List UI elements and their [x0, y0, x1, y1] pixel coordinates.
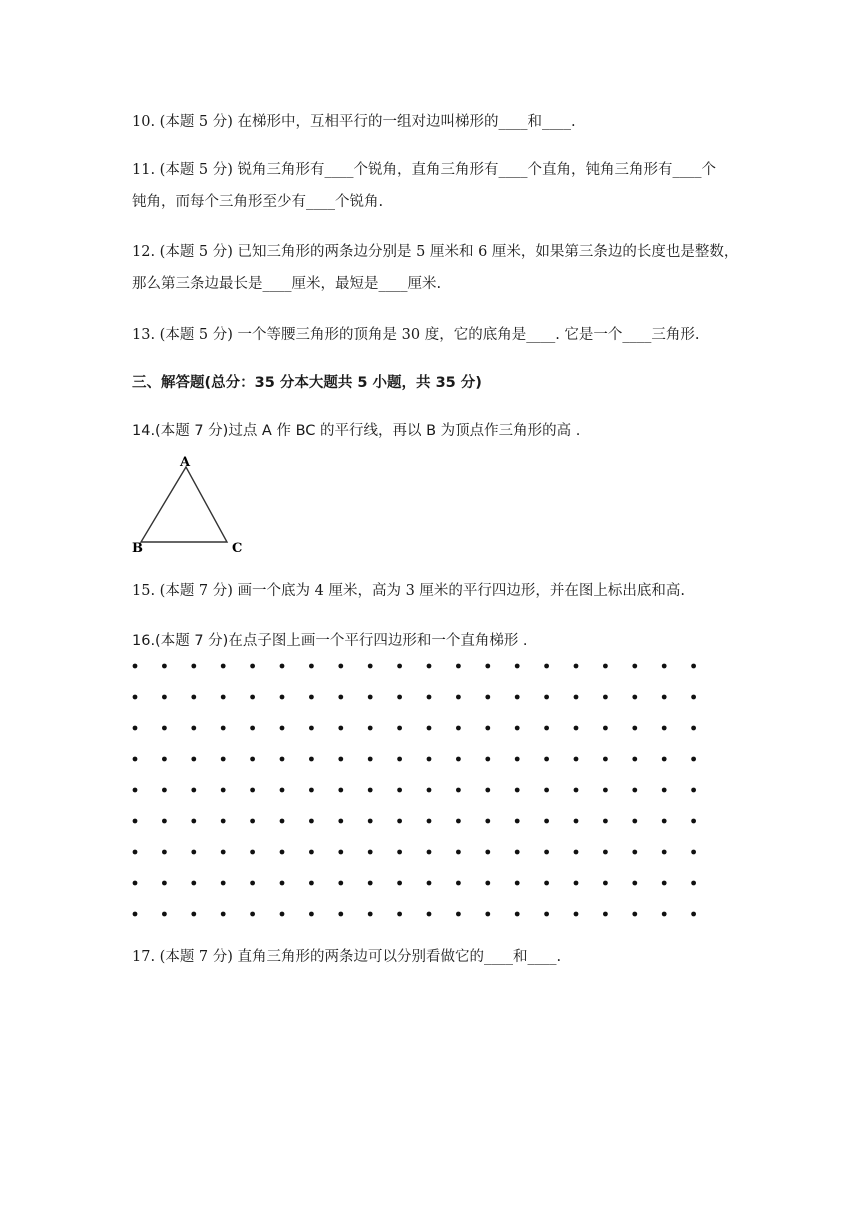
grid-dot	[632, 912, 637, 917]
grid-dot	[368, 664, 373, 669]
grid-dot	[691, 819, 696, 824]
grid-dot	[632, 664, 637, 669]
grid-dot	[280, 788, 285, 793]
grid-dot	[485, 912, 490, 917]
question-11-line-2: 钝角，而每个三角形至少有____个锐角.	[132, 194, 384, 210]
grid-dot	[662, 850, 667, 855]
grid-dot	[338, 757, 343, 762]
grid-dot	[485, 664, 490, 669]
triangle-abc-figure	[126, 450, 256, 560]
grid-dot	[427, 912, 432, 917]
grid-dot	[691, 881, 696, 886]
grid-dot	[456, 850, 461, 855]
grid-dot	[632, 881, 637, 886]
grid-dot	[603, 788, 608, 793]
grid-dot	[544, 726, 549, 731]
grid-dot	[397, 881, 402, 886]
grid-dot	[133, 695, 138, 700]
grid-dot	[544, 664, 549, 669]
grid-dot	[603, 881, 608, 886]
grid-dot	[280, 819, 285, 824]
grid-dot	[632, 757, 637, 762]
grid-dot	[162, 819, 167, 824]
grid-dot	[309, 850, 314, 855]
grid-dot	[662, 912, 667, 917]
grid-dot	[456, 726, 461, 731]
question-13: 13. (本题 5 分) 一个等腰三角形的顶角是 30 度，它的底角是____. 它是一个____三角形.	[132, 327, 700, 343]
grid-dot	[221, 850, 226, 855]
grid-dot	[662, 664, 667, 669]
grid-dot	[250, 881, 255, 886]
grid-dot	[456, 912, 461, 917]
grid-dot	[338, 788, 343, 793]
grid-dot	[221, 788, 226, 793]
grid-dot	[603, 850, 608, 855]
grid-dot	[338, 695, 343, 700]
grid-dot	[456, 881, 461, 886]
grid-dot	[133, 912, 138, 917]
grid-dot	[427, 726, 432, 731]
grid-dot	[338, 664, 343, 669]
grid-dot	[250, 788, 255, 793]
grid-dot	[133, 664, 138, 669]
grid-dot	[574, 819, 579, 824]
grid-dot	[632, 788, 637, 793]
grid-dot	[574, 881, 579, 886]
grid-dot	[221, 819, 226, 824]
grid-dot	[250, 819, 255, 824]
question-11-line-1: 11. (本题 5 分) 锐角三角形有____个锐角，直角三角形有____个直角，钝角三角形有____个	[132, 162, 717, 178]
question-17: 17. (本题 7 分) 直角三角形的两条边可以分别看做它的____和____.	[132, 949, 562, 965]
grid-dot	[515, 757, 520, 762]
grid-dot	[515, 726, 520, 731]
grid-dot	[191, 664, 196, 669]
grid-dot	[221, 664, 226, 669]
grid-dot	[485, 850, 490, 855]
grid-dot	[368, 881, 373, 886]
grid-dot	[338, 726, 343, 731]
grid-dot	[632, 850, 637, 855]
question-10: 10. (本题 5 分) 在梯形中，互相平行的一组对边叫梯形的____和____.	[132, 114, 576, 130]
grid-dot	[691, 788, 696, 793]
grid-dot	[368, 726, 373, 731]
grid-dot	[662, 788, 667, 793]
grid-dot	[427, 881, 432, 886]
grid-dot	[485, 819, 490, 824]
question-15: 15. (本题 7 分) 画一个底为 4 厘米，高为 3 厘米的平行四边形，并在图上标出底和高.	[132, 583, 686, 599]
grid-dot	[133, 881, 138, 886]
grid-dot	[603, 819, 608, 824]
grid-dot	[632, 695, 637, 700]
grid-dot	[338, 881, 343, 886]
grid-dot	[397, 819, 402, 824]
grid-dot	[515, 788, 520, 793]
grid-dot	[368, 788, 373, 793]
grid-dot	[574, 695, 579, 700]
grid-dot	[191, 695, 196, 700]
grid-dot	[221, 912, 226, 917]
grid-dot	[250, 726, 255, 731]
grid-dot	[162, 912, 167, 917]
grid-dot	[515, 912, 520, 917]
grid-dot	[544, 757, 549, 762]
grid-dot	[427, 664, 432, 669]
grid-dot	[397, 912, 402, 917]
grid-dot	[133, 757, 138, 762]
grid-dot	[662, 757, 667, 762]
grid-dot	[309, 788, 314, 793]
grid-dot	[162, 881, 167, 886]
grid-dot	[280, 664, 285, 669]
grid-dot	[427, 695, 432, 700]
grid-dot	[309, 726, 314, 731]
grid-dot	[191, 788, 196, 793]
grid-dot	[632, 819, 637, 824]
grid-dot	[544, 850, 549, 855]
grid-dot	[603, 664, 608, 669]
grid-dot	[133, 726, 138, 731]
grid-dot	[662, 726, 667, 731]
grid-dot	[368, 819, 373, 824]
grid-dot	[191, 850, 196, 855]
grid-dot	[162, 757, 167, 762]
grid-dot	[485, 757, 490, 762]
triangle-abc	[141, 467, 227, 542]
grid-dot	[309, 695, 314, 700]
grid-dot	[574, 788, 579, 793]
grid-dot	[309, 819, 314, 824]
question-12-line-2: 那么第三条边最长是____厘米，最短是____厘米.	[132, 276, 442, 292]
grid-dot	[280, 850, 285, 855]
grid-dot	[574, 757, 579, 762]
grid-dot	[221, 726, 226, 731]
grid-dot	[191, 819, 196, 824]
grid-dot	[632, 726, 637, 731]
grid-dot	[368, 757, 373, 762]
grid-dot	[427, 850, 432, 855]
grid-dot	[515, 881, 520, 886]
grid-dot	[280, 695, 285, 700]
grid-dot	[397, 664, 402, 669]
question-14: 14.(本题 7 分)过点 A 作 BC 的平行线，再以 B 为顶点作三角形的高 .	[132, 423, 581, 439]
dot-grid	[124, 656, 714, 926]
grid-dot	[456, 788, 461, 793]
grid-dot	[280, 757, 285, 762]
grid-dot	[280, 912, 285, 917]
grid-dot	[544, 912, 549, 917]
question-16: 16.(本题 7 分)在点子图上画一个平行四边形和一个直角梯形 .	[132, 633, 528, 649]
grid-dot	[456, 695, 461, 700]
grid-dot	[662, 881, 667, 886]
grid-dot	[485, 726, 490, 731]
grid-dot	[691, 912, 696, 917]
grid-dot	[191, 912, 196, 917]
grid-dot	[397, 788, 402, 793]
grid-dot	[574, 664, 579, 669]
grid-dot	[191, 881, 196, 886]
grid-dot	[691, 695, 696, 700]
grid-dot	[691, 726, 696, 731]
grid-dot	[515, 819, 520, 824]
grid-dot	[280, 726, 285, 731]
grid-dot	[485, 881, 490, 886]
grid-dot	[338, 850, 343, 855]
grid-dot	[515, 695, 520, 700]
grid-dot	[397, 695, 402, 700]
grid-dot	[280, 881, 285, 886]
grid-dot	[221, 881, 226, 886]
grid-dot	[162, 788, 167, 793]
grid-dot	[191, 726, 196, 731]
grid-dot	[544, 819, 549, 824]
grid-dot	[662, 819, 667, 824]
grid-dot	[133, 819, 138, 824]
grid-dot	[250, 850, 255, 855]
grid-dot	[574, 850, 579, 855]
grid-dot	[133, 788, 138, 793]
grid-dot	[574, 726, 579, 731]
grid-dot	[309, 757, 314, 762]
grid-dot	[603, 757, 608, 762]
grid-dot	[250, 664, 255, 669]
grid-dot	[338, 819, 343, 824]
grid-dot	[427, 788, 432, 793]
vertex-c-label: C	[232, 541, 243, 556]
question-12-line-1: 12. (本题 5 分) 已知三角形的两条边分别是 5 厘米和 6 厘米，如果第三条边的长度也是整数，	[132, 244, 739, 260]
vertex-a-label: A	[180, 455, 191, 470]
grid-dot	[162, 695, 167, 700]
grid-dot	[515, 850, 520, 855]
grid-dot	[603, 912, 608, 917]
grid-dot	[338, 912, 343, 917]
grid-dot	[162, 850, 167, 855]
grid-dot	[397, 726, 402, 731]
grid-dot	[191, 757, 196, 762]
grid-dot	[456, 664, 461, 669]
grid-dot	[603, 695, 608, 700]
grid-dot	[309, 881, 314, 886]
grid-dot	[456, 819, 461, 824]
grid-dot	[368, 912, 373, 917]
grid-dot	[427, 757, 432, 762]
grid-dot	[397, 757, 402, 762]
grid-dot	[574, 912, 579, 917]
grid-dot	[250, 912, 255, 917]
grid-dot	[662, 695, 667, 700]
grid-dot	[368, 850, 373, 855]
grid-dot	[456, 757, 461, 762]
grid-dot	[544, 881, 549, 886]
grid-dot	[133, 850, 138, 855]
grid-dot	[485, 695, 490, 700]
grid-dot	[544, 695, 549, 700]
grid-dot	[162, 726, 167, 731]
grid-dot	[515, 664, 520, 669]
vertex-b-label: B	[132, 541, 143, 556]
grid-dot	[603, 726, 608, 731]
grid-dot	[309, 664, 314, 669]
section-3-title: 三、解答题(总分：35 分本大题共 5 小题，共 35 分)	[132, 375, 482, 391]
grid-dot	[691, 757, 696, 762]
grid-dot	[427, 819, 432, 824]
grid-dot	[368, 695, 373, 700]
grid-dot	[250, 695, 255, 700]
grid-dot	[221, 695, 226, 700]
grid-dot	[397, 850, 402, 855]
grid-dot	[162, 664, 167, 669]
grid-dot	[544, 788, 549, 793]
grid-dot	[309, 912, 314, 917]
grid-dot	[691, 850, 696, 855]
grid-dot	[221, 757, 226, 762]
grid-dot	[250, 757, 255, 762]
grid-dot	[485, 788, 490, 793]
grid-dot	[691, 664, 696, 669]
